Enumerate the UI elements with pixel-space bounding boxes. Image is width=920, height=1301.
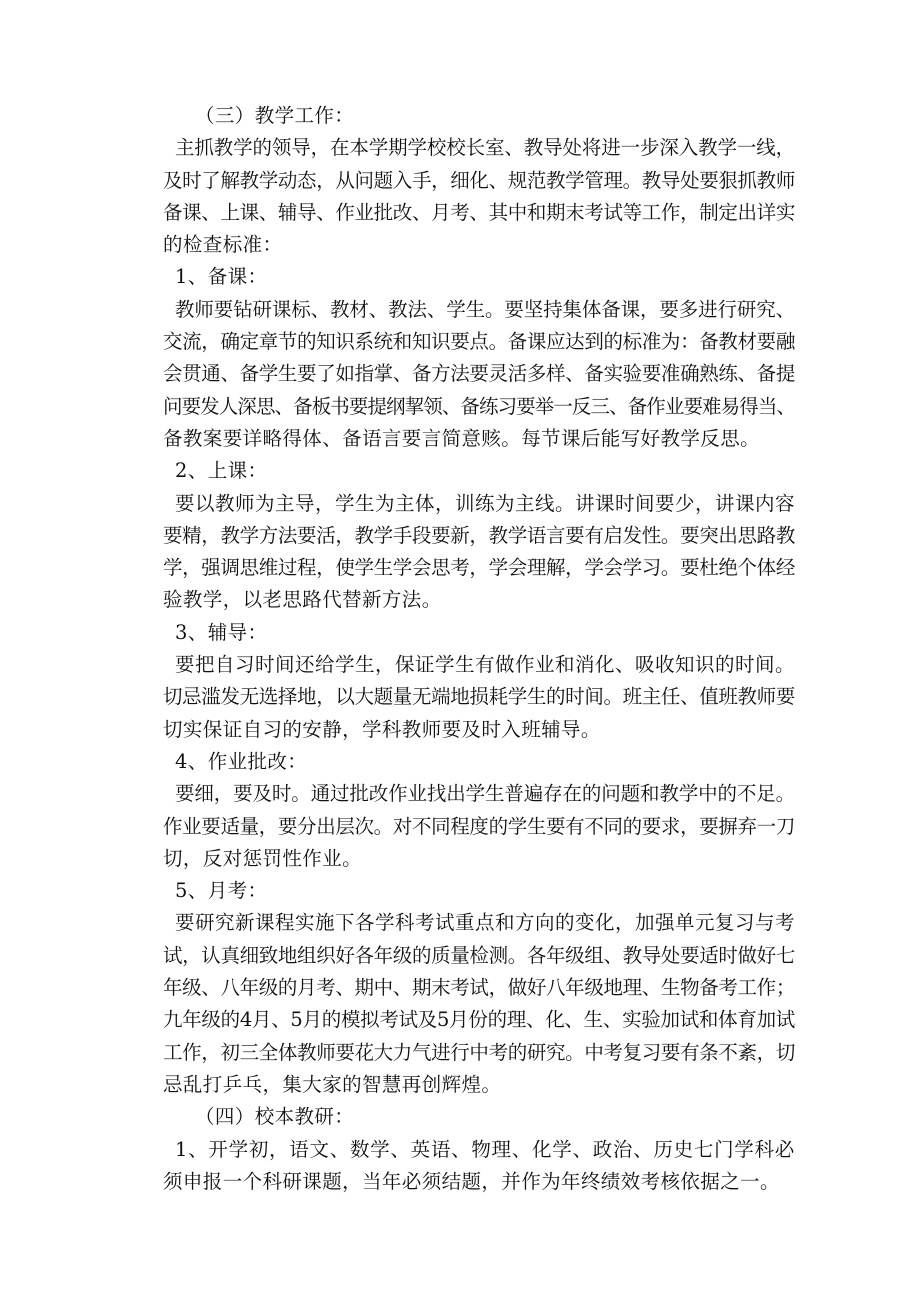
paragraph-line: 备教案要详略得体、备语言要言简意赅。每节课后能写好教学反思。 — [163, 426, 761, 450]
paragraph-first-line: 要细，要及时。通过批改作业找出学生普遍存在的问题和教学中的不足。 — [175, 782, 796, 806]
paragraph-first-line: 1、开学初，语文、数学、英语、物理、化学、政治、历史七门学科必 — [175, 1137, 795, 1161]
item-heading: 2、上课： — [175, 459, 268, 483]
paragraph-first-line: 要把自习时间还给学生，保证学生有做作业和消化、吸收知识的时间。 — [175, 653, 795, 677]
section-heading: （四）校本教研： — [195, 1105, 355, 1129]
paragraph-line: 验教学，以老思路代替新方法。 — [163, 588, 442, 612]
paragraph-line: 学，强调思维过程，使学生学会思考，学会理解，学会学习。要杜绝个体经 — [163, 556, 795, 580]
section-heading: （三）教学工作： — [195, 104, 355, 127]
paragraph-line: 备课、上课、辅导、作业批改、月考、其中和期末考试等工作，制定出详实 — [163, 200, 795, 224]
document-page — [163, 100, 795, 1198]
paragraph-line: 问要发人深思、备板书要提纲挈领、备练习要举一反三、备作业要难易得当、 — [163, 394, 795, 418]
paragraph-line: 九年级的4月、5月的模拟考试及5月份的理、化、生、实验加试和体育加试 — [163, 1008, 795, 1032]
paragraph-line: 试，认真细致地组织好各年级的质量检测。各年级组、教导处要适时做好七 — [163, 943, 795, 967]
paragraph-line: 交流，确定章节的知识系统和知识要点。备课应达到的标准为：备教材要融 — [163, 330, 795, 354]
paragraph-first-line: 教师要钻研课标、教材、教法、学生。要坚持集体备课，要多进行研究、 — [175, 297, 796, 321]
paragraph-line: 会贯通、备学生要了如指掌、备方法要灵活多样、备实验要准确熟练、备提 — [163, 362, 795, 386]
paragraph-line: 切，反对惩罚性作业。 — [163, 846, 363, 870]
paragraph-line: 切忌滥发无选择地，以大题量无端地损耗学生的时间。班主任、值班教师要 — [163, 685, 795, 709]
paragraph-line: 切实保证自习的安静，学科教师要及时入班辅导。 — [163, 717, 601, 741]
paragraph-line: 忌乱打乒乓，集大家的智慧再创辉煌。 — [163, 1072, 502, 1096]
paragraph-line: 及时了解教学动态，从问题入手，细化、规范教学管理。教导处要狠抓教师 — [163, 168, 795, 192]
paragraph-line: 的检查标准： — [163, 233, 283, 257]
paragraph-first-line: 主抓教学的领导，在本学期学校校长室、教导处将进一步深入教学一线， — [175, 136, 796, 160]
paragraph-first-line: 要研究新课程实施下各学科考试重点和方向的变化，加强单元复习与考 — [175, 911, 795, 935]
paragraph-line: 须申报一个科研课题，当年必须结题，并作为年终绩效考核依据之一。 — [163, 1169, 780, 1193]
paragraph-first-line: 要以教师为主导，学生为主体，训练为主线。讲课时间要少，讲课内容 — [175, 491, 795, 515]
item-heading: 4、作业批改： — [175, 749, 308, 773]
item-heading: 3、辅导： — [175, 620, 268, 644]
paragraph-line: 要精，教学方法要活，教学手段要新，教学语言要有启发性。要突出思路教 — [163, 523, 795, 547]
paragraph-line: 作业要适量，要分出层次。对不同程度的学生要有不同的要求，要摒弃一刀 — [163, 814, 795, 838]
item-heading: 1、备课： — [175, 265, 268, 289]
item-heading: 5、月考： — [175, 879, 268, 903]
paragraph-line: 工作，初三全体教师要花大力气进行中考的研究。中考复习要有条不紊，切 — [163, 1040, 795, 1064]
paragraph-line: 年级、八年级的月考、期中、期末考试，做好八年级地理、生物备考工作； — [163, 976, 795, 1000]
